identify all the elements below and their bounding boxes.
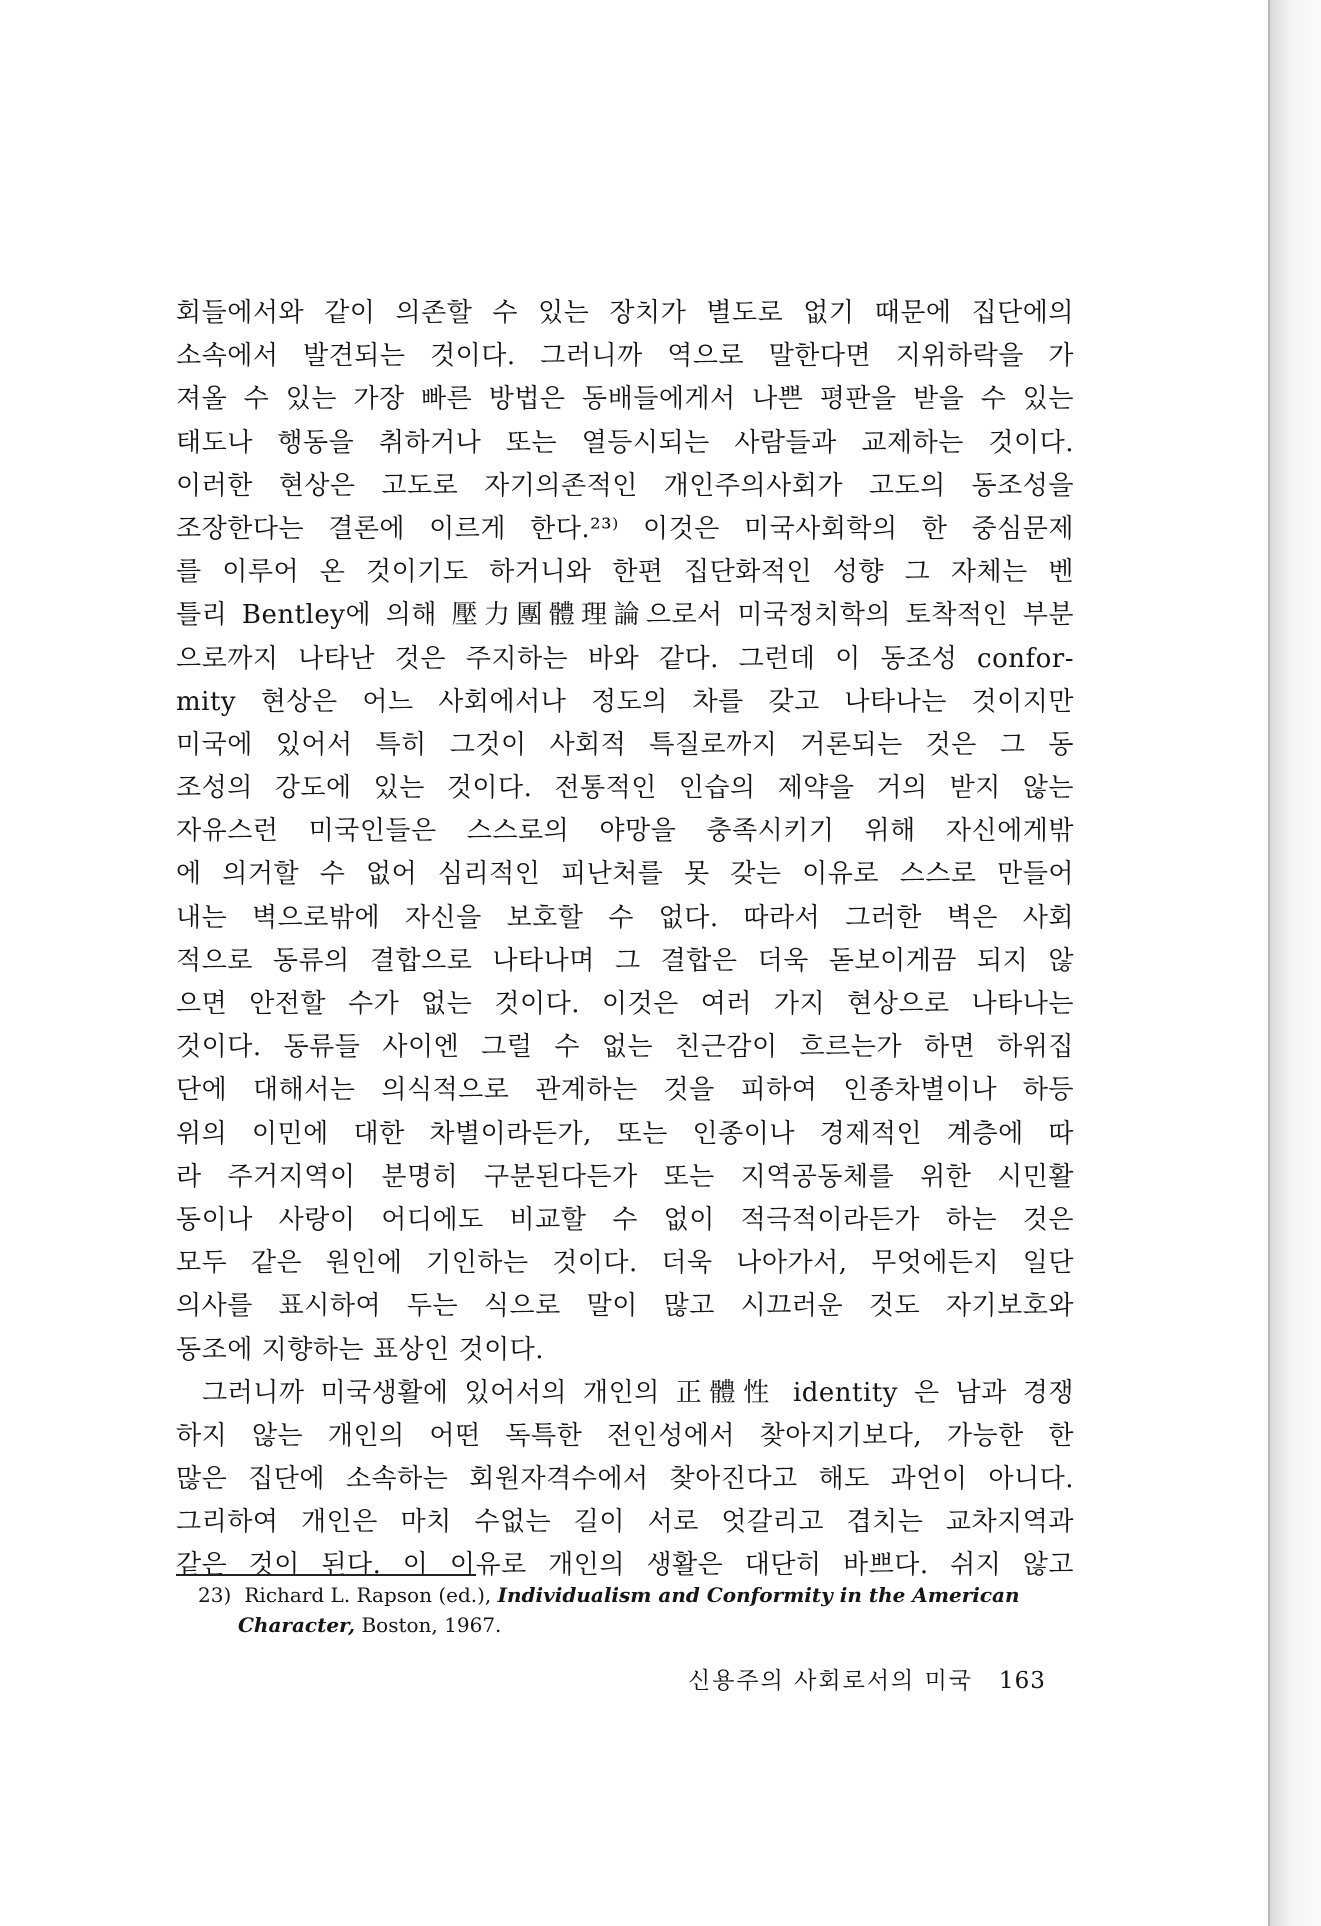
footnote-title: Individualism and Conformity in the American xyxy=(497,1583,1020,1607)
text-line: 으면 안전할 수가 없는 것이다. 이것은 여러 가지 현상으로 나타나는 xyxy=(176,989,1074,1019)
text-line: 자유스런 미국인들은 스스로의 야망을 충족시키기 위해 자신에게밖 xyxy=(176,816,1074,847)
text-line: 를 이루어 온 것이기도 하거니와 한편 집단화적인 성향 그 자체는 벤 xyxy=(176,557,1074,588)
text-line: 단에 대해서는 의식적으로 관계하는 것을 피하여 인종차별이나 하등 xyxy=(176,1075,1074,1106)
footnote-line xyxy=(198,1580,1078,1610)
text-line: 이러한 현상은 고도로 자기의존적인 개인주의사회가 고도의 동조성을 xyxy=(176,470,1074,501)
text-line: 회들에서와 같이 의존할 수 있는 장치가 별도로 없기 때문에 집단에의 xyxy=(176,298,1074,328)
text-line: 적으로 동류의 결합으로 나타나며 그 결합은 더욱 돋보이게끔 되지 않 xyxy=(176,945,1074,976)
text-line: 소속에서 발견되는 것이다. 그러니까 역으로 말한다면 지위하락을 가 xyxy=(176,341,1074,372)
footnote-line xyxy=(198,1610,1078,1640)
text-line: 같은 것이 된다. 이 이유로 개인의 생활은 대단히 바쁘다. 쉬지 않고 xyxy=(176,1550,1074,1581)
text-line: 미국에 있어서 특히 그것이 사회적 특질로까지 거론되는 것은 그 동 xyxy=(176,729,1074,760)
text-line: 하지 않는 개인의 어떤 독특한 전인성에서 찾아지기보다, 가능한 한 xyxy=(176,1420,1074,1451)
text-line: 위의 이민에 대한 차별이라든가, 또는 인종이나 경제적인 계층에 따 xyxy=(176,1118,1074,1149)
text-line: 으로까지 나타난 것은 주지하는 바와 같다. 그런데 이 동조성 confor- xyxy=(176,643,1074,674)
text-line: 동이나 사랑이 어디에도 비교할 수 없이 적극적이라든가 하는 것은 xyxy=(176,1204,1074,1235)
page-number: 163 xyxy=(999,1668,1046,1694)
text-line: 조성의 강도에 있는 것이다. 전통적인 인습의 제약을 거의 받지 않는 xyxy=(176,773,1074,804)
text-line: 그리하여 개인은 마치 수없는 길이 서로 엇갈리고 겹치는 교차지역과 xyxy=(176,1507,1074,1538)
running-footer xyxy=(688,1662,1046,1695)
body-text xyxy=(176,292,1074,1588)
text-line: 져올 수 있는 가장 빠른 방법은 동배들에게서 나쁜 평판을 받을 수 있는 xyxy=(176,384,1074,415)
text-line: 조장한다는 결론에 이르게 한다.²³⁾ 이것은 미국사회학의 한 중심문제 xyxy=(176,513,1074,544)
text-line: mity 현상은 어느 사회에서나 정도의 차를 갖고 나타나는 것이지만 xyxy=(176,686,1074,717)
footnote-author: Richard L. Rapson (ed.), xyxy=(244,1583,492,1607)
text-line: 틀리 Bentley에 의해 壓力團體理論으로서 미국정치학의 토착적인 부분 xyxy=(176,600,1074,631)
text-line: 많은 집단에 소속하는 회원자격수에서 찾아진다고 해도 과언이 아니다. xyxy=(176,1464,1074,1495)
text-line: 의사를 표시하여 두는 식으로 말이 많고 시끄러운 것도 자기보호와 xyxy=(176,1291,1074,1322)
footnote xyxy=(198,1580,1078,1640)
text-line: 것이다. 동류들 사이엔 그럴 수 없는 친근감이 흐르는가 하면 하위집 xyxy=(176,1032,1074,1063)
text-line: 에 의거할 수 없어 심리적인 피난처를 못 갖는 이유로 스스로 만들어 xyxy=(176,859,1074,890)
footnote-place-year: Boston, 1967. xyxy=(361,1613,502,1637)
text-line: 태도나 행동을 취하거나 또는 열등시되는 사람들과 교제하는 것이다. xyxy=(176,427,1074,458)
footnote-divider xyxy=(176,1574,476,1576)
footnote-title-cont: Character, xyxy=(238,1613,356,1637)
text-line: 동조에 지향하는 표상인 것이다. xyxy=(176,1334,545,1365)
footnote-number: 23) xyxy=(198,1583,232,1607)
text-line: 내는 벽으로밖에 자신을 보호할 수 없다. 따라서 그러한 벽은 사회 xyxy=(176,902,1074,933)
running-title: 신용주의 사회로서의 미국 xyxy=(688,1668,974,1694)
text-line: 라 주거지역이 분명히 구분된다든가 또는 지역공동체를 위한 시민활 xyxy=(176,1161,1074,1192)
text-line: 모두 같은 원인에 기인하는 것이다. 더욱 나아가서, 무엇에든지 일단 xyxy=(176,1248,1074,1279)
text-line: 그러니까 미국생활에 있어서의 개인의 正體性 identity 은 남과 경쟁 xyxy=(202,1377,1074,1408)
page-edge-shadow xyxy=(1270,0,1321,1926)
